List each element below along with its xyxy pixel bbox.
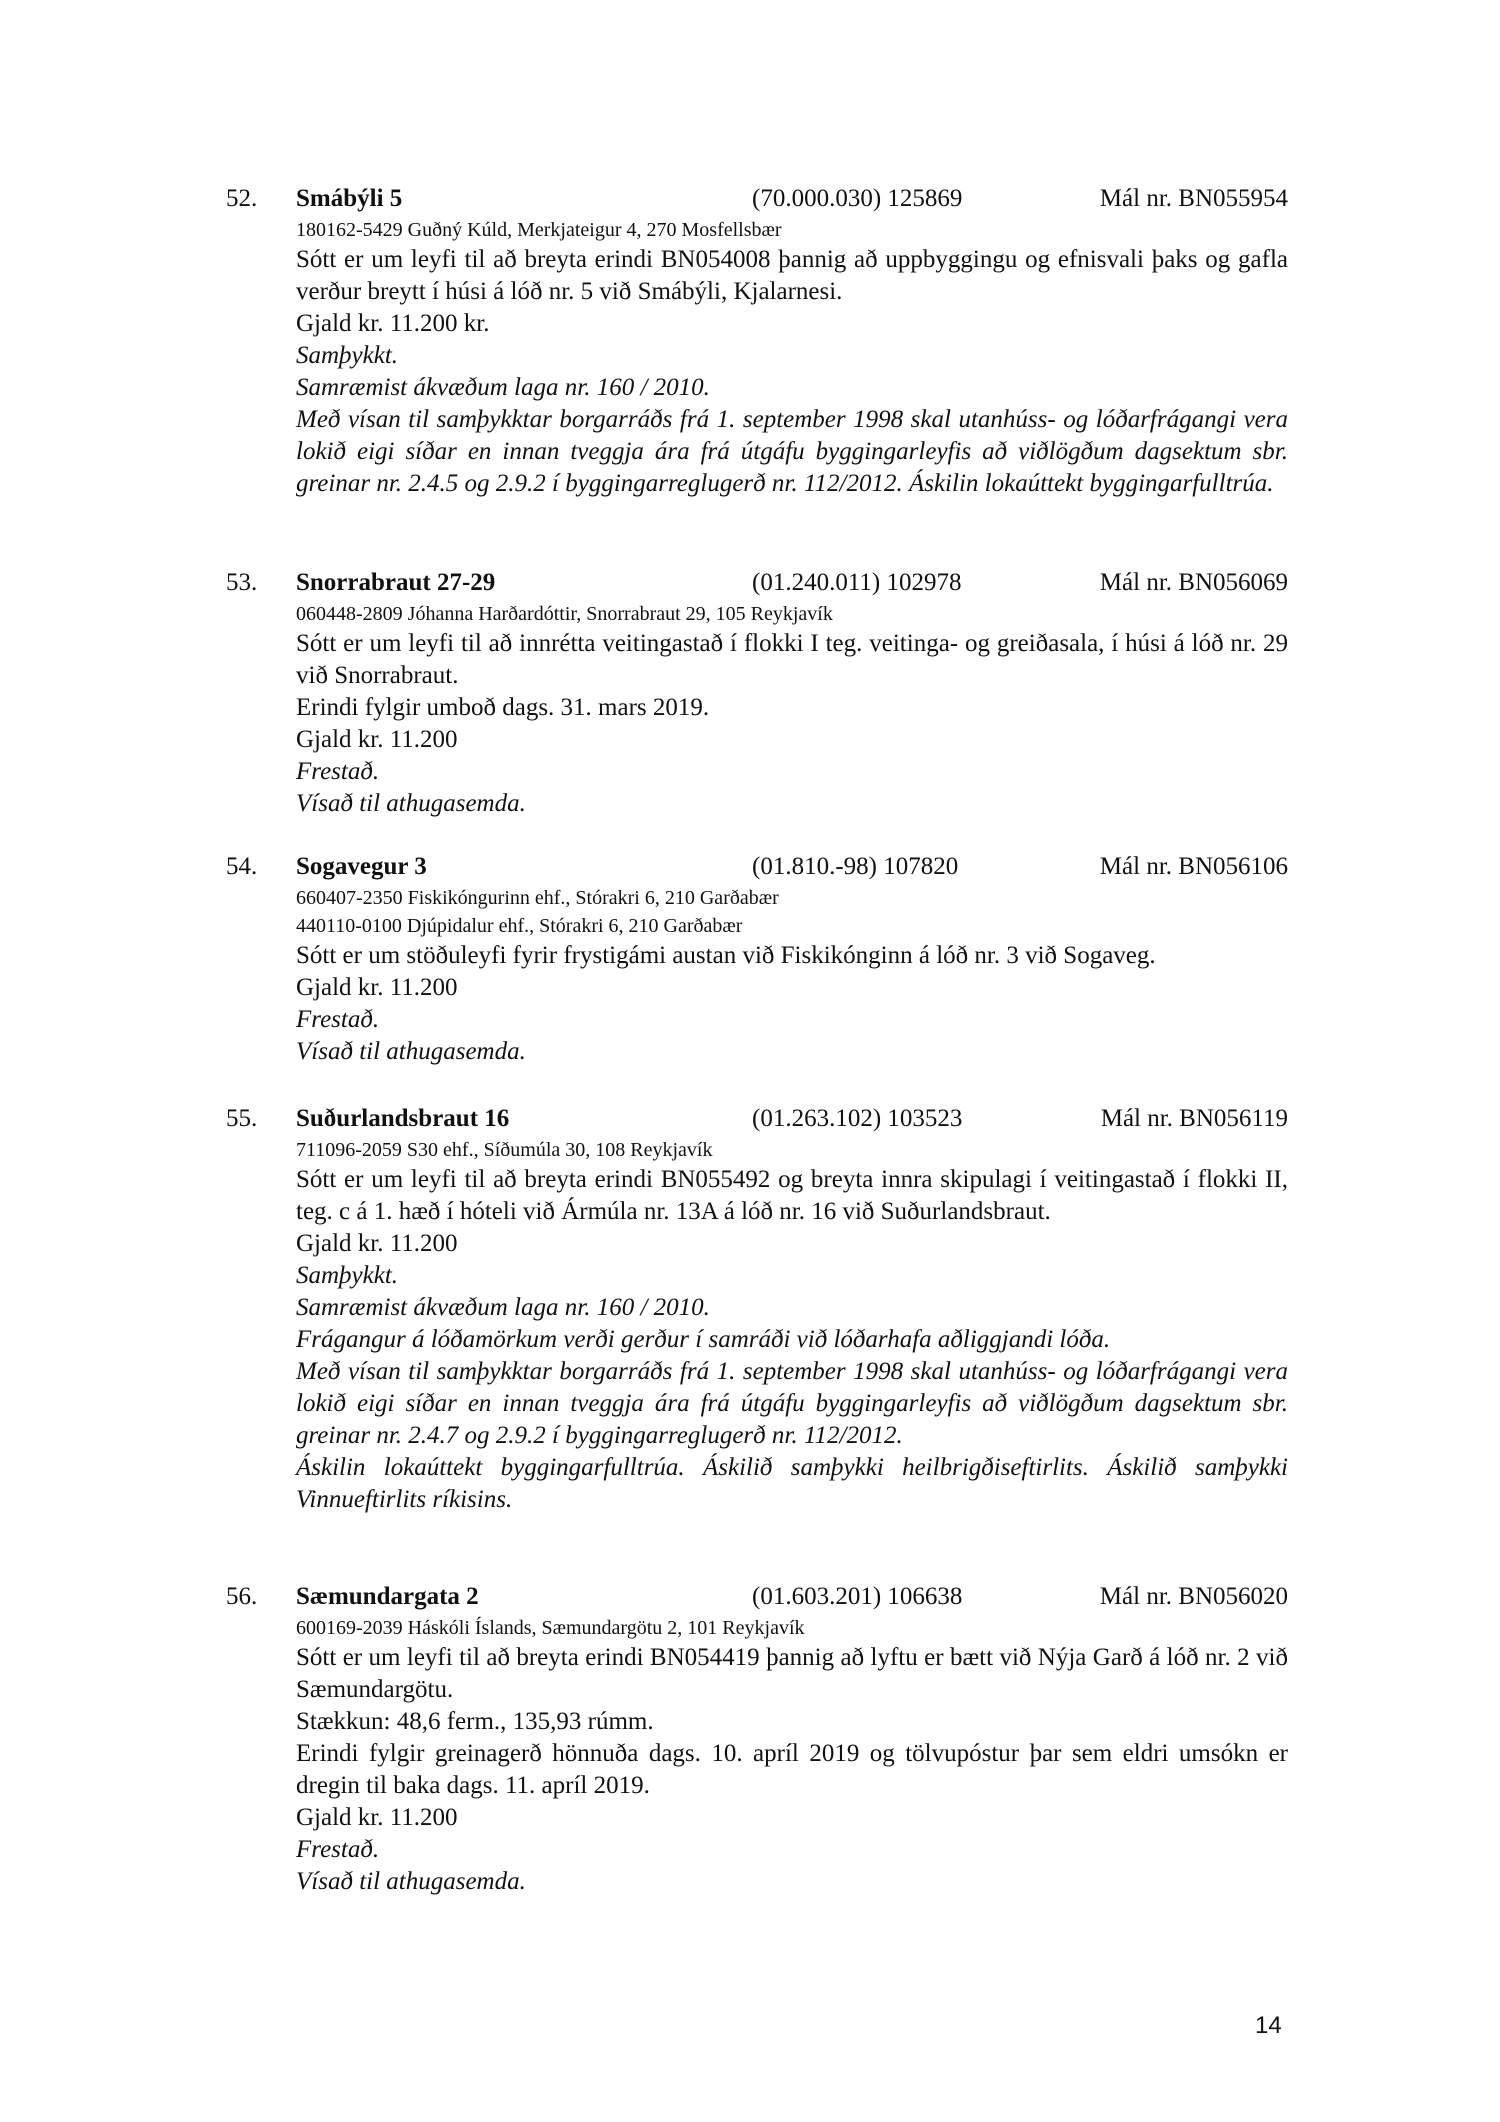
applicant: 600169-2039 Háskóli Íslands, Sæmundargötu 2, 101 Reykjavík bbox=[296, 1617, 805, 1639]
decision-line: Frestað. bbox=[296, 1006, 380, 1033]
attachment-note: Erindi fylgir greinagerð hönnuða dags. 10. apríl 2019 og tölvupóstur þar sem eldri umsókn er dregin til baka dags. 11. apríl 2019. bbox=[296, 1740, 1288, 1799]
applicant: 440110-0100 Djúpidalur ehf., Stórakri 6, 210 Garðabær bbox=[296, 915, 743, 937]
decision-line: Áskilin lokaúttekt byggingarfulltrúa. Áskilið samþykki heilbrigðiseftirlits. Áskilið samþykki Vinnueftirlits ríkisins. bbox=[296, 1454, 1288, 1513]
fee-note: Gjald kr. 11.200 kr. bbox=[296, 310, 490, 337]
decision-line: Vísað til athugasemda. bbox=[296, 1038, 526, 1065]
case-reference: (01.810.-98) 107820 bbox=[752, 853, 959, 880]
case-mal-number: Mál nr. BN056106 bbox=[1099, 853, 1288, 880]
page-number: 14 bbox=[1255, 2012, 1282, 2039]
decision-line: Samþykkt. bbox=[296, 1262, 399, 1289]
case-mal-number: Mál nr. BN055954 bbox=[1099, 185, 1288, 212]
case-number: 52. bbox=[226, 185, 258, 212]
case-56 bbox=[226, 1580, 1288, 1898]
case-55 bbox=[226, 1102, 1288, 1516]
case-header bbox=[226, 1580, 1288, 1614]
case-number: 56. bbox=[226, 1583, 258, 1610]
decision-line: Samræmist ákvæðum laga nr. 160 / 2010. bbox=[296, 374, 710, 401]
case-header bbox=[226, 1102, 1288, 1136]
case-mal-number: Mál nr. BN056020 bbox=[1099, 1583, 1288, 1610]
decision-line: Vísað til athugasemda. bbox=[296, 790, 526, 817]
applicant: 060448-2809 Jóhanna Harðardóttir, Snorrabraut 29, 105 Reykjavík bbox=[296, 603, 833, 625]
case-mal-number: Mál nr. BN056119 bbox=[1100, 1105, 1288, 1132]
case-reference: (70.000.030) 125869 bbox=[752, 185, 963, 212]
case-address: Suðurlandsbraut 16 bbox=[296, 1105, 510, 1132]
size-note: Stækkun: 48,6 ferm., 135,93 rúmm. bbox=[296, 1708, 654, 1735]
case-reference: (01.263.102) 103523 bbox=[752, 1105, 963, 1132]
case-54 bbox=[226, 850, 1288, 1068]
decision-line: Með vísan til samþykktar borgarráðs frá 1. september 1998 skal utanhúss- og lóðarfrágangi vera lokið eigi síðar en innan tveggja ára frá útgáfu byggingarleyfis að viðlögðum dagsektum sbr. greinar nr. 2.4.5 og 2.9.2 í byggingarreglugerð nr. 112/2012. Áskilin lokaúttekt byggingarfulltrúa. bbox=[296, 406, 1288, 497]
request-text: Sótt er um leyfi til að breyta erindi BN055492 og breyta innra skipulagi í veitingastað í flokki II, teg. c á 1. hæð í hóteli við Ármúla nr. 13A á lóð nr. 16 við Suðurlandsbraut. bbox=[296, 1166, 1288, 1225]
case-reference: (01.603.201) 106638 bbox=[752, 1583, 963, 1610]
decision-line: Frágangur á lóðamörkum verði gerður í samráði við lóðarhafa aðliggjandi lóða. bbox=[296, 1326, 1111, 1353]
case-52 bbox=[226, 182, 1288, 500]
decision-line: Frestað. bbox=[296, 1836, 380, 1863]
fee-note: Gjald kr. 11.200 bbox=[296, 974, 458, 1001]
case-header bbox=[226, 850, 1288, 884]
fee-note: Gjald kr. 11.200 bbox=[296, 1230, 458, 1257]
applicant: 660407-2350 Fiskikóngurinn ehf., Stórakri 6, 210 Garðabær bbox=[296, 887, 779, 909]
case-address: Smábýli 5 bbox=[296, 185, 403, 212]
request-text: Sótt er um stöðuleyfi fyrir frystigámi austan við Fiskikónginn á lóð nr. 3 við Sogaveg. bbox=[296, 942, 1156, 969]
case-number: 54. bbox=[226, 853, 258, 880]
case-number: 53. bbox=[226, 569, 258, 596]
decision-line: Samræmist ákvæðum laga nr. 160 / 2010. bbox=[296, 1294, 710, 1321]
decision-line: Vísað til athugasemda. bbox=[296, 1868, 526, 1895]
case-body bbox=[296, 1136, 1288, 1516]
case-header bbox=[226, 566, 1288, 600]
applicant: 180162-5429 Guðný Kúld, Merkjateigur 4, 270 Mosfellsbær bbox=[296, 219, 782, 241]
fee-note: Gjald kr. 11.200 bbox=[296, 1804, 458, 1831]
decision-line: Frestað. bbox=[296, 758, 380, 785]
request-text: Sótt er um leyfi til að breyta erindi BN054419 þannig að lyftu er bætt við Nýja Garð á lóð nr. 2 við Sæmundargötu. bbox=[296, 1644, 1288, 1703]
case-address: Snorrabraut 27-29 bbox=[296, 569, 496, 596]
case-number: 55. bbox=[226, 1105, 258, 1132]
case-reference: (01.240.011) 102978 bbox=[752, 569, 962, 596]
request-text: Sótt er um leyfi til að breyta erindi BN054008 þannig að uppbyggingu og efnisvali þaks og gafla verður breytt í húsi á lóð nr. 5 við Smábýli, Kjalarnesi. bbox=[296, 246, 1288, 305]
case-address: Sogavegur 3 bbox=[296, 853, 427, 880]
case-mal-number: Mál nr. BN056069 bbox=[1099, 569, 1288, 596]
case-body bbox=[296, 884, 1288, 1068]
case-body bbox=[296, 1614, 1288, 1898]
decision-line: Samþykkt. bbox=[296, 342, 399, 369]
request-text: Sótt er um leyfi til að innrétta veitingastað í flokki I teg. veitinga- og greiðasala, í húsi á lóð nr. 29 við Snorrabraut. bbox=[296, 630, 1288, 689]
case-header bbox=[226, 182, 1288, 216]
case-53 bbox=[226, 566, 1288, 820]
case-address: Sæmundargata 2 bbox=[296, 1583, 479, 1610]
attachment-note: Erindi fylgir umboð dags. 31. mars 2019. bbox=[296, 694, 710, 721]
fee-note: Gjald kr. 11.200 bbox=[296, 726, 458, 753]
decision-line: Með vísan til samþykktar borgarráðs frá 1. september 1998 skal utanhúss- og lóðarfrágangi vera lokið eigi síðar en innan tveggja ára frá útgáfu byggingarleyfis að viðlögðum dagsektum sbr. greinar nr. 2.4.7 og 2.9.2 í byggingarreglugerð nr. 112/2012. bbox=[296, 1358, 1288, 1449]
applicant: 711096-2059 S30 ehf., Síðumúla 30, 108 Reykjavík bbox=[296, 1139, 713, 1161]
case-body bbox=[296, 216, 1288, 500]
case-body bbox=[296, 600, 1288, 820]
